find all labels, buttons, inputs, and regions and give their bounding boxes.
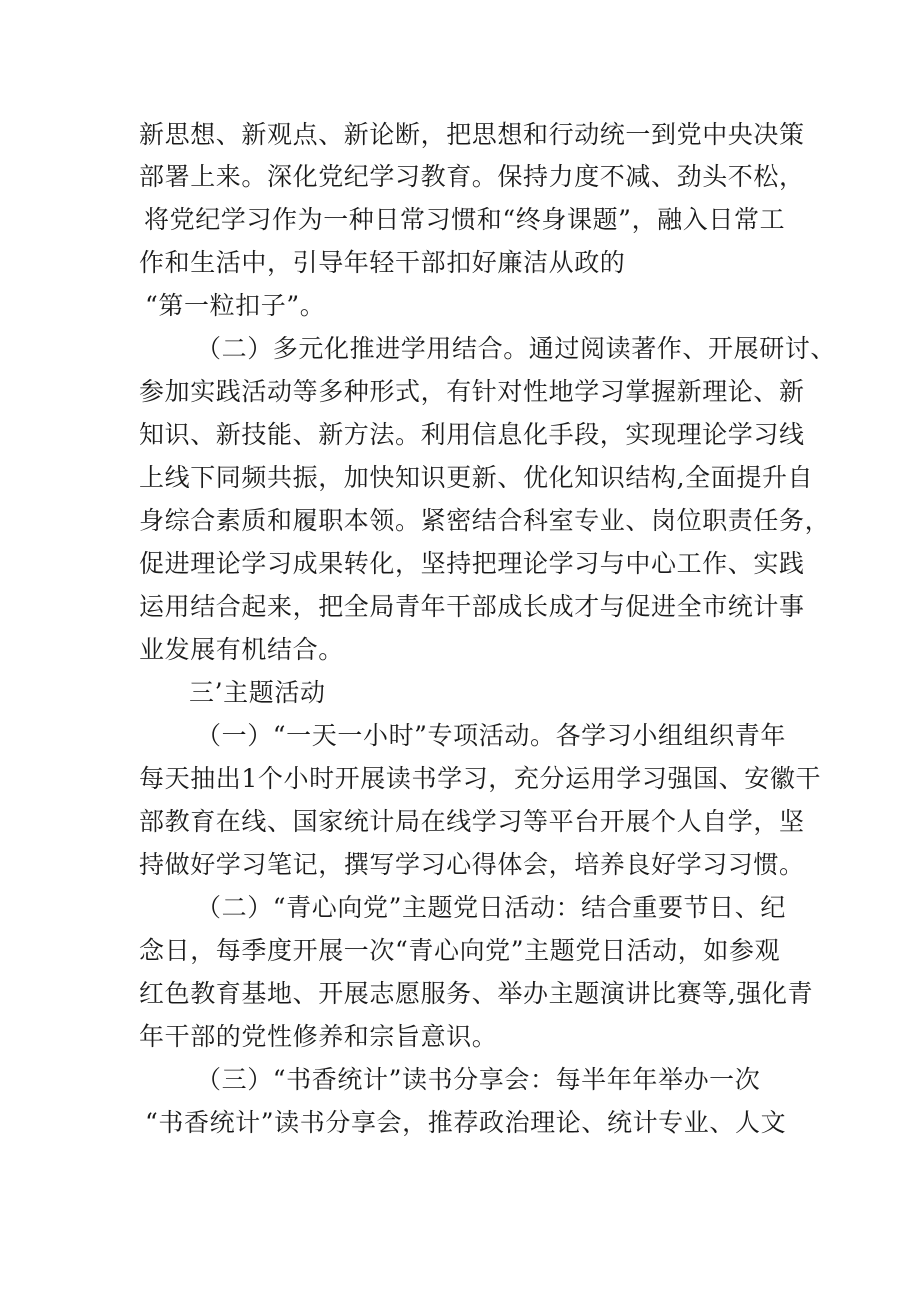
text-line: 业发展有机结合。 <box>139 635 344 664</box>
text-line: 上线下同频共振，加快知识更新、优化知识结构,全面提升自 <box>139 463 814 492</box>
text-line: 将党纪学习作为一种日常习惯和“终身课题”，融入日常工 <box>144 205 786 234</box>
paragraph-heading: （二）多元化推进学用结合。通过阅读著作、开展研讨、 <box>196 334 837 363</box>
text-line: 念日，每季度开展一次“青心向党”主题党日活动，如参观 <box>139 936 781 965</box>
section-heading: 三’主题活动 <box>189 678 326 707</box>
text-line: 部署上来。深化党纪学习教育。保持力度不减、劲头不松， <box>139 162 805 191</box>
paragraph-heading: （三）“书香统计”读书分享会：每半年年举办一次 <box>196 1065 761 1094</box>
text-line: 部教育在线、国家统计局在线学习等平台开展个人自学，坚 <box>139 807 805 836</box>
text-line: 每天抽出1个小时开展读书学习，充分运用学习强国、安徽干 <box>139 764 822 793</box>
text-line: 运用结合起来，把全局青年干部成长成才与促进全市统计事 <box>139 592 805 621</box>
text-line: 知识、新技能、新方法。利用信息化手段，实现理论学习线 <box>139 420 805 449</box>
text-line: 新思想、新观点、新论断，把思想和行动统一到党中央决策 <box>139 120 805 149</box>
text-line: “第一粒扣子”。 <box>145 291 326 320</box>
text-line: 持做好学习笔记，撰写学习心得体会，培养良好学习习惯。 <box>139 850 805 879</box>
text-line: 年干部的党性修养和宗旨意识。 <box>139 1022 498 1051</box>
text-line: 促进理论学习成果转化，坚持把理论学习与中心工作、实践 <box>139 549 805 578</box>
text-line: “书香统计”读书分享会，推荐政治理论、统计专业、人文 <box>145 1108 787 1137</box>
text-line: 身综合素质和履职本领。紧密结合科室专业、岗位职责任务， <box>139 506 831 535</box>
paragraph-heading: （一）“一天一小时”专项活动。各学习小组组织青年 <box>196 721 786 750</box>
text-line: 参加实践活动等多种形式，有针对性地学习掌握新理论、新 <box>139 377 805 406</box>
paragraph-heading: （二）“青心向党”主题党日活动：结合重要节日、纪 <box>196 893 786 922</box>
text-line: 红色教育基地、开展志愿服务、举办主题演讲比赛等,强化青 <box>139 979 814 1008</box>
text-line: 作和生活中，引导年轻干部扣好廉洁从政的 <box>139 248 626 277</box>
